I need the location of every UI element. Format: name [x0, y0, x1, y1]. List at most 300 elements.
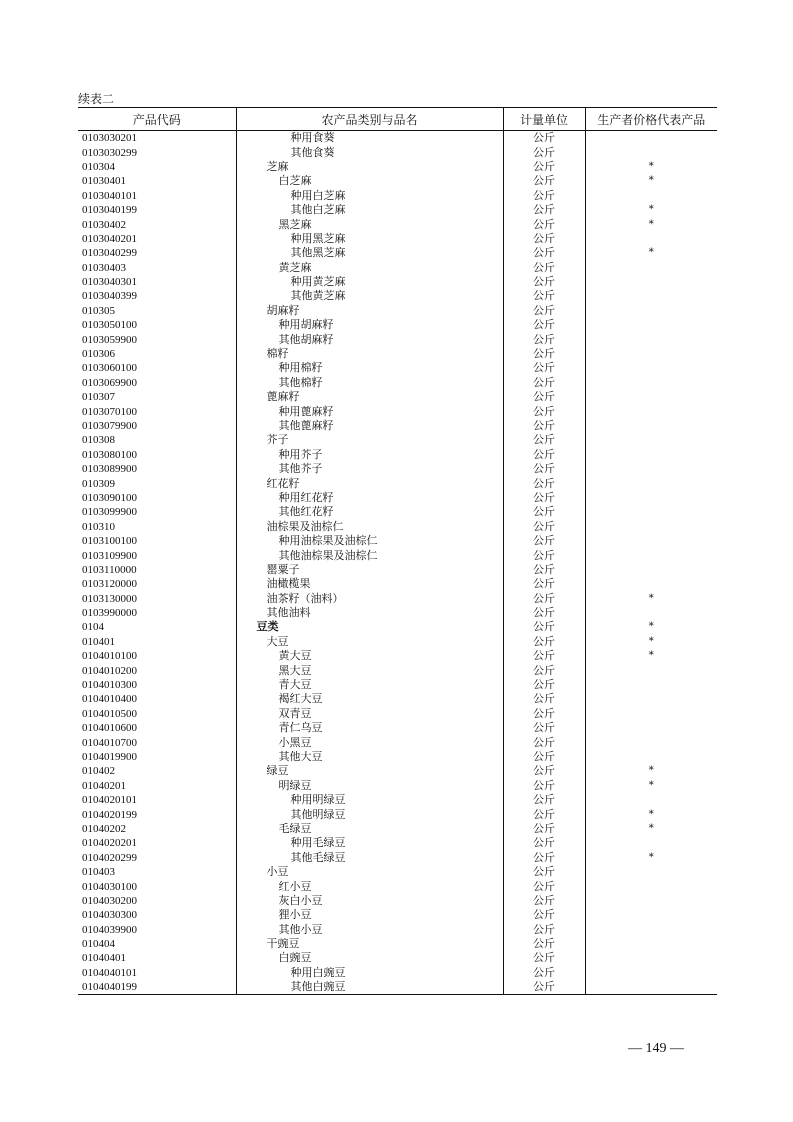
product-code-cell: 0104	[82, 621, 104, 634]
product-code-cell: 01040201	[82, 779, 126, 792]
table-row	[78, 966, 717, 980]
product-name-cell: 种用白芝麻	[236, 189, 503, 203]
unit-cell: 公斤	[503, 145, 585, 159]
unit-cell: 公斤	[503, 922, 585, 936]
product-name-cell: 其他芥子	[236, 462, 503, 476]
representative-mark-cell	[585, 966, 717, 980]
unit-cell: 公斤	[503, 793, 585, 807]
table-row	[78, 764, 717, 778]
product-code-cell: 0104020299	[82, 851, 137, 864]
product-code-cell: 010304	[82, 160, 115, 173]
product-name-cell: 红小豆	[236, 879, 503, 893]
unit-cell: 公斤	[503, 822, 585, 836]
header-category-name: 农产品类别与品名	[236, 108, 503, 131]
representative-mark-cell	[585, 865, 717, 879]
representative-mark-cell: *	[585, 203, 717, 217]
product-code-cell: 0104010500	[82, 707, 137, 720]
product-name-cell: 种用白豌豆	[236, 966, 503, 980]
product-code-cell: 0103070100	[82, 405, 137, 418]
product-name-cell: 青大豆	[236, 678, 503, 692]
product-name-cell: 黄芝麻	[236, 261, 503, 275]
representative-mark-cell	[585, 937, 717, 951]
product-code-cell: 01030403	[82, 261, 126, 274]
product-name-cell: 其他明绿豆	[236, 807, 503, 821]
table-row	[78, 289, 717, 303]
representative-mark-cell	[585, 376, 717, 390]
unit-cell: 公斤	[503, 937, 585, 951]
product-name-cell: 种用毛绿豆	[236, 836, 503, 850]
product-name-cell: 狸小豆	[236, 908, 503, 922]
table-row	[78, 577, 717, 591]
table-row	[78, 851, 717, 865]
product-name-cell: 其他毛绿豆	[236, 851, 503, 865]
product-code-cell: 01040202	[82, 822, 126, 835]
representative-mark-cell	[585, 721, 717, 735]
table-row	[78, 491, 717, 505]
representative-mark-cell	[585, 707, 717, 721]
unit-cell: 公斤	[503, 592, 585, 606]
representative-mark-cell	[585, 678, 717, 692]
table-row	[78, 606, 717, 620]
representative-mark-cell	[585, 404, 717, 418]
product-name-cell: 小黑豆	[236, 735, 503, 749]
unit-cell: 公斤	[503, 520, 585, 534]
product-name-cell: 芝麻	[236, 160, 503, 174]
unit-cell: 公斤	[503, 807, 585, 821]
table-row	[78, 131, 717, 146]
representative-mark-cell	[585, 663, 717, 677]
product-name-cell: 青仁乌豆	[236, 721, 503, 735]
table-row	[78, 448, 717, 462]
product-name-cell: 毛绿豆	[236, 822, 503, 836]
product-name-cell: 其他油棕果及油棕仁	[236, 548, 503, 562]
table-row	[78, 635, 717, 649]
table-row	[78, 548, 717, 562]
unit-cell: 公斤	[503, 750, 585, 764]
representative-mark-cell	[585, 318, 717, 332]
product-code-cell: 0104010700	[82, 736, 137, 749]
product-code-cell: 0103120000	[82, 578, 137, 591]
table-row	[78, 376, 717, 390]
unit-cell: 公斤	[503, 246, 585, 260]
representative-mark-cell	[585, 908, 717, 922]
unit-cell: 公斤	[503, 376, 585, 390]
unit-cell: 公斤	[503, 361, 585, 375]
table-row	[78, 750, 717, 764]
representative-mark-cell: *	[585, 649, 717, 663]
unit-cell: 公斤	[503, 404, 585, 418]
unit-cell: 公斤	[503, 217, 585, 231]
unit-cell: 公斤	[503, 419, 585, 433]
table-row	[78, 433, 717, 447]
product-code-cell: 0103990000	[82, 607, 137, 620]
representative-mark-cell	[585, 750, 717, 764]
representative-mark-cell: *	[585, 822, 717, 836]
product-code-cell: 0103040301	[82, 276, 137, 289]
product-name-cell: 种用蓖麻籽	[236, 404, 503, 418]
product-code-cell: 010306	[82, 348, 115, 361]
unit-cell: 公斤	[503, 879, 585, 893]
product-code-cell: 0103030299	[82, 146, 137, 159]
table-row	[78, 232, 717, 246]
unit-cell: 公斤	[503, 347, 585, 361]
representative-mark-cell	[585, 505, 717, 519]
product-code-cell: 0103050100	[82, 319, 137, 332]
page-number: — 149 —	[628, 1041, 684, 1056]
header-row	[78, 108, 717, 131]
product-name-cell: 其他棉籽	[236, 376, 503, 390]
product-name-cell: 黑芝麻	[236, 217, 503, 231]
product-code-cell: 010401	[82, 635, 115, 648]
table-row	[78, 678, 717, 692]
product-code-cell: 010309	[82, 477, 115, 490]
representative-mark-cell	[585, 894, 717, 908]
representative-mark-cell: *	[585, 160, 717, 174]
product-name-cell: 白豌豆	[236, 951, 503, 965]
representative-mark-cell: *	[585, 620, 717, 634]
product-code-cell: 0103040201	[82, 232, 137, 245]
product-code-cell: 0103069900	[82, 376, 137, 389]
product-code-cell: 0104010600	[82, 722, 137, 735]
representative-mark-cell	[585, 491, 717, 505]
product-code-cell: 0103040199	[82, 204, 137, 217]
representative-mark-cell	[585, 361, 717, 375]
product-code-cell: 010403	[82, 866, 115, 879]
product-code-cell: 010305	[82, 304, 115, 317]
unit-cell: 公斤	[503, 779, 585, 793]
representative-mark-cell	[585, 563, 717, 577]
product-code-cell: 0104030300	[82, 909, 137, 922]
table-row	[78, 663, 717, 677]
product-name-cell: 其他食葵	[236, 145, 503, 159]
unit-cell: 公斤	[503, 692, 585, 706]
unit-cell: 公斤	[503, 304, 585, 318]
product-code-cell: 0103099900	[82, 506, 137, 519]
product-name-cell: 种用明绿豆	[236, 793, 503, 807]
representative-mark-cell	[585, 332, 717, 346]
unit-cell: 公斤	[503, 462, 585, 476]
unit-cell: 公斤	[503, 390, 585, 404]
product-code-table	[78, 107, 717, 995]
table-row	[78, 620, 717, 634]
representative-mark-cell	[585, 692, 717, 706]
table-row	[78, 520, 717, 534]
unit-cell: 公斤	[503, 606, 585, 620]
table-row	[78, 563, 717, 577]
unit-cell: 公斤	[503, 980, 585, 995]
product-name-cell: 其他黑芝麻	[236, 246, 503, 260]
unit-cell: 公斤	[503, 894, 585, 908]
product-name-cell: 褐红大豆	[236, 692, 503, 706]
representative-mark-cell: *	[585, 635, 717, 649]
unit-cell: 公斤	[503, 318, 585, 332]
product-code-cell: 0104040199	[78, 980, 236, 995]
representative-mark-cell	[585, 548, 717, 562]
table-row	[78, 807, 717, 821]
unit-cell: 公斤	[503, 563, 585, 577]
product-name-cell: 其他大豆	[236, 750, 503, 764]
product-name-cell: 黄大豆	[236, 649, 503, 663]
product-code-cell: 0103079900	[82, 420, 137, 432]
table-row	[78, 649, 717, 663]
representative-mark-cell	[585, 390, 717, 404]
table-row	[78, 908, 717, 922]
table-row	[78, 203, 717, 217]
unit-cell: 公斤	[503, 966, 585, 980]
table-row	[78, 361, 717, 375]
unit-cell: 公斤	[503, 649, 585, 663]
unit-cell: 公斤	[503, 735, 585, 749]
table-row	[78, 145, 717, 159]
table-row	[78, 692, 717, 706]
product-code-cell: 01040401	[82, 952, 126, 965]
product-name-cell: 大豆	[236, 635, 503, 649]
unit-cell: 公斤	[503, 232, 585, 246]
unit-cell: 公斤	[503, 174, 585, 188]
product-code-cell: 0104010300	[82, 679, 137, 692]
table-row	[78, 160, 717, 174]
representative-mark-cell: *	[585, 174, 717, 188]
product-code-cell: 0103040399	[82, 290, 137, 303]
table-row	[78, 261, 717, 275]
representative-mark-cell	[585, 520, 717, 534]
product-name-cell: 种用红花籽	[236, 491, 503, 505]
table-row	[78, 246, 717, 260]
representative-mark-cell	[585, 476, 717, 490]
unit-cell: 公斤	[503, 491, 585, 505]
unit-cell: 公斤	[503, 951, 585, 965]
product-name-cell: 油棕果及油棕仁	[236, 520, 503, 534]
representative-mark-cell	[585, 261, 717, 275]
product-code-table-container	[78, 107, 717, 995]
unit-cell: 公斤	[503, 433, 585, 447]
representative-mark-cell	[585, 836, 717, 850]
product-code-cell: 0104010200	[82, 664, 137, 677]
unit-cell: 公斤	[503, 836, 585, 850]
representative-mark-cell: *	[585, 592, 717, 606]
table-row	[78, 174, 717, 188]
representative-mark-cell: *	[585, 217, 717, 231]
product-name-cell: 其他白芝麻	[236, 203, 503, 217]
table-row	[78, 275, 717, 289]
product-name-cell: 棉籽	[236, 347, 503, 361]
product-name-cell: 种用胡麻籽	[236, 318, 503, 332]
unit-cell: 公斤	[503, 764, 585, 778]
table-row	[78, 419, 717, 433]
unit-cell: 公斤	[503, 131, 585, 146]
representative-mark-cell	[585, 419, 717, 433]
product-code-cell: 01030402	[82, 218, 126, 231]
table-row	[78, 879, 717, 893]
product-name-cell: 明绿豆	[236, 779, 503, 793]
unit-cell: 公斤	[503, 534, 585, 548]
table-row	[78, 534, 717, 548]
product-code-cell: 010402	[82, 765, 115, 778]
product-code-cell: 0103090100	[82, 491, 137, 504]
product-name-cell: 豆类	[236, 620, 503, 634]
representative-mark-cell	[585, 189, 717, 203]
table-row	[78, 462, 717, 476]
product-code-cell: 0104030200	[82, 894, 137, 907]
unit-cell: 公斤	[503, 505, 585, 519]
product-code-cell: 0103080100	[82, 448, 137, 461]
table-row	[78, 721, 717, 735]
representative-mark-cell: *	[585, 764, 717, 778]
table-row	[78, 404, 717, 418]
representative-mark-cell	[585, 951, 717, 965]
header-representative-product: 生产者价格代表产品	[585, 108, 717, 131]
unit-cell: 公斤	[503, 332, 585, 346]
product-name-cell: 双青豆	[236, 707, 503, 721]
unit-cell: 公斤	[503, 203, 585, 217]
product-name-cell: 种用食葵	[236, 131, 503, 146]
table-row	[78, 951, 717, 965]
product-name-cell: 种用棉籽	[236, 361, 503, 375]
product-name-cell: 芥子	[236, 433, 503, 447]
table-row	[78, 304, 717, 318]
table-row	[78, 922, 717, 936]
representative-mark-cell	[585, 606, 717, 620]
table-row	[78, 937, 717, 951]
unit-cell: 公斤	[503, 189, 585, 203]
product-code-cell: 0103109900	[82, 549, 137, 562]
product-name-cell: 其他蓖麻籽	[236, 419, 503, 433]
representative-mark-cell	[585, 462, 717, 476]
product-name-cell: 白芝麻	[236, 174, 503, 188]
representative-mark-cell	[585, 289, 717, 303]
unit-cell: 公斤	[503, 261, 585, 275]
product-name-cell: 灰白小豆	[236, 894, 503, 908]
product-code-cell: 0103089900	[82, 463, 137, 476]
representative-mark-cell	[585, 304, 717, 318]
product-name-cell: 种用黑芝麻	[236, 232, 503, 246]
continued-table-label: 续表二	[78, 92, 115, 106]
table-row	[78, 980, 717, 995]
table-row	[78, 505, 717, 519]
product-name-cell: 油橄榄果	[236, 577, 503, 591]
representative-mark-cell	[585, 793, 717, 807]
unit-cell: 公斤	[503, 908, 585, 922]
unit-cell: 公斤	[503, 620, 585, 634]
unit-cell: 公斤	[503, 865, 585, 879]
table-row	[78, 793, 717, 807]
unit-cell: 公斤	[503, 548, 585, 562]
product-name-cell: 其他小豆	[236, 922, 503, 936]
product-code-cell: 010404	[82, 938, 115, 951]
product-name-cell: 其他黄芝麻	[236, 289, 503, 303]
table-row	[78, 476, 717, 490]
product-name-cell: 罂粟子	[236, 563, 503, 577]
table-row	[78, 865, 717, 879]
unit-cell: 公斤	[503, 851, 585, 865]
product-name-cell: 绿豆	[236, 764, 503, 778]
product-code-cell: 0104019900	[82, 750, 137, 763]
representative-mark-cell	[585, 448, 717, 462]
representative-mark-cell	[585, 433, 717, 447]
table-row	[78, 189, 717, 203]
unit-cell: 公斤	[503, 448, 585, 462]
product-name-cell: 其他白豌豆	[236, 980, 503, 995]
representative-mark-cell	[585, 534, 717, 548]
unit-cell: 公斤	[503, 289, 585, 303]
header-unit: 计量单位	[503, 108, 585, 131]
unit-cell: 公斤	[503, 721, 585, 735]
product-name-cell: 红花籽	[236, 476, 503, 490]
representative-mark-cell	[585, 131, 717, 146]
product-name-cell: 种用黄芝麻	[236, 275, 503, 289]
unit-cell: 公斤	[503, 275, 585, 289]
product-code-cell: 01030401	[82, 175, 126, 188]
product-code-cell: 0104039900	[82, 923, 137, 936]
table-row	[78, 318, 717, 332]
unit-cell: 公斤	[503, 707, 585, 721]
product-name-cell: 其他胡麻籽	[236, 332, 503, 346]
product-code-cell: 0104040101	[82, 966, 137, 979]
representative-mark-cell	[585, 879, 717, 893]
product-name-cell: 其他油料	[236, 606, 503, 620]
product-name-cell: 蓖麻籽	[236, 390, 503, 404]
product-name-cell: 胡麻籽	[236, 304, 503, 318]
product-name-cell: 种用油棕果及油棕仁	[236, 534, 503, 548]
table-row	[78, 735, 717, 749]
product-code-cell: 0103100100	[82, 535, 137, 548]
product-name-cell: 种用芥子	[236, 448, 503, 462]
unit-cell: 公斤	[503, 476, 585, 490]
table-row	[78, 707, 717, 721]
unit-cell: 公斤	[503, 577, 585, 591]
table-row	[78, 390, 717, 404]
product-code-cell: 0104010400	[82, 693, 137, 706]
table-row	[78, 822, 717, 836]
table-row	[78, 836, 717, 850]
product-code-cell: 0103059900	[82, 333, 137, 346]
representative-mark-cell: *	[585, 246, 717, 260]
product-name-cell: 油茶籽（油料）	[236, 592, 503, 606]
table-body	[78, 131, 717, 995]
representative-mark-cell	[585, 347, 717, 361]
representative-mark-cell	[585, 145, 717, 159]
representative-mark-cell	[585, 275, 717, 289]
table-row	[78, 894, 717, 908]
unit-cell: 公斤	[503, 663, 585, 677]
product-name-cell: 黑大豆	[236, 663, 503, 677]
representative-mark-cell	[585, 980, 717, 995]
unit-cell: 公斤	[503, 160, 585, 174]
table-row	[78, 592, 717, 606]
product-code-cell: 0103040299	[82, 247, 137, 260]
product-code-cell: 0104010100	[82, 650, 137, 663]
product-code-cell: 0103030201	[82, 132, 137, 145]
representative-mark-cell	[585, 577, 717, 591]
unit-cell: 公斤	[503, 678, 585, 692]
product-name-cell: 干豌豆	[236, 937, 503, 951]
representative-mark-cell: *	[585, 807, 717, 821]
product-code-cell: 0103130000	[82, 592, 137, 605]
product-code-cell: 0104020199	[82, 808, 137, 821]
product-name-cell: 小豆	[236, 865, 503, 879]
product-code-cell: 0103110000	[82, 563, 137, 576]
unit-cell: 公斤	[503, 635, 585, 649]
product-code-cell: 0104020101	[82, 794, 137, 807]
representative-mark-cell: *	[585, 779, 717, 793]
product-code-cell: 0104020201	[82, 837, 137, 850]
table-row	[78, 217, 717, 231]
product-code-cell: 010310	[82, 520, 115, 533]
product-code-cell: 0104030100	[82, 880, 137, 893]
table-header	[78, 108, 717, 131]
table-row	[78, 332, 717, 346]
representative-mark-cell	[585, 922, 717, 936]
